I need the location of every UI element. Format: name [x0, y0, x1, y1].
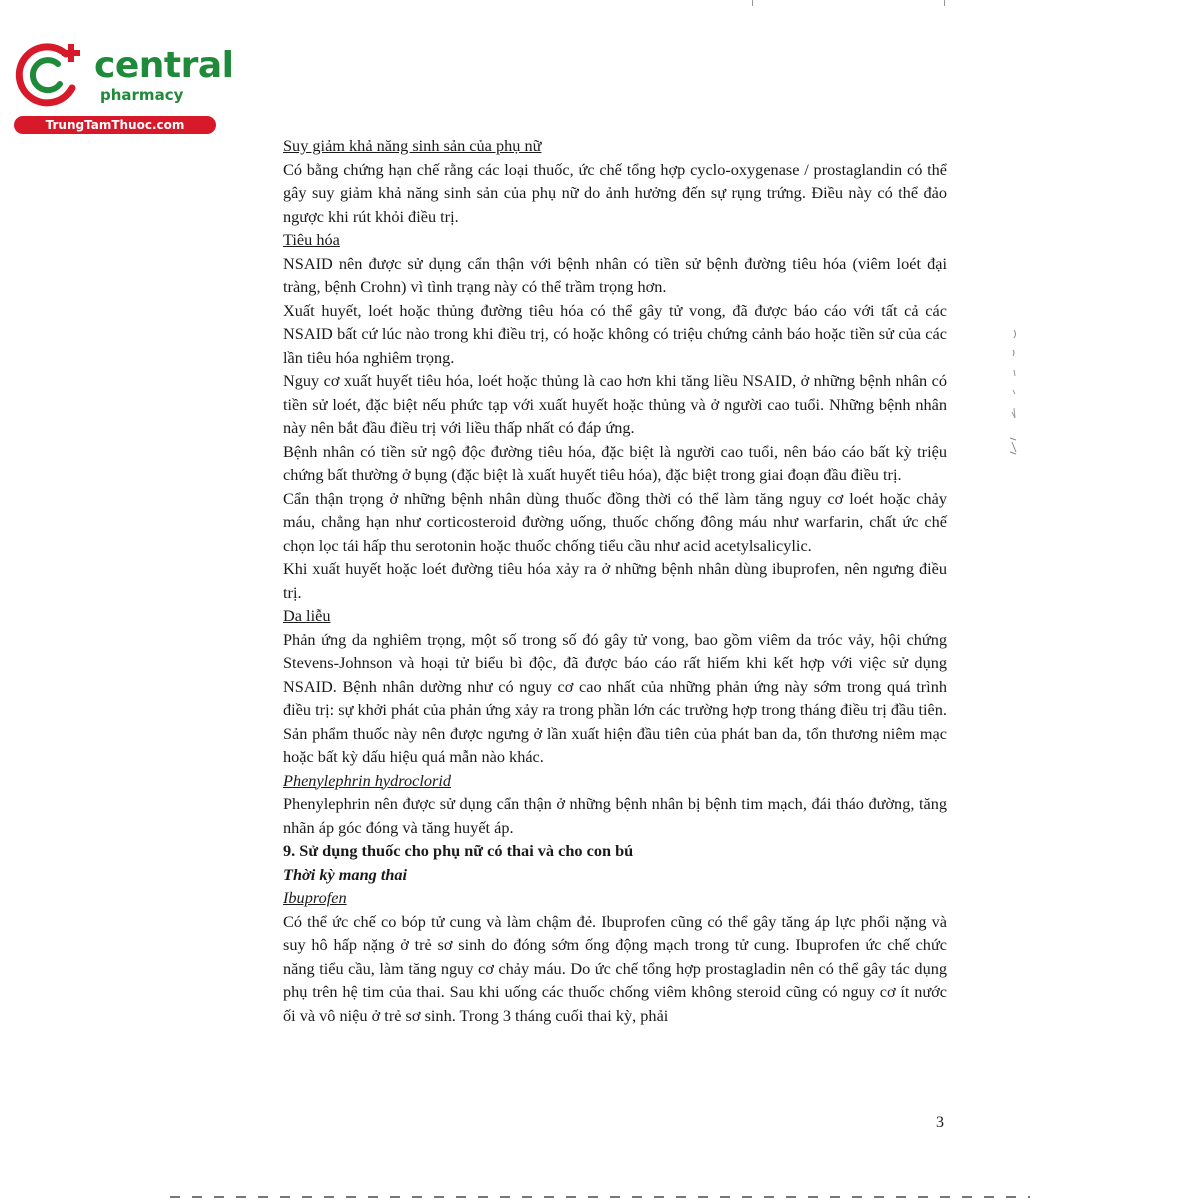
- paragraph: NSAID nên được sử dụng cẩn thận với bệnh nhân có tiền sử bệnh đường tiêu hóa (viêm loét đại tràng, bệnh Crohn) vì tình trạng này có thể trầm trọng hơn.: [283, 253, 947, 296]
- section-heading: Tiêu hóa: [283, 230, 340, 249]
- paragraph: Có thể ức chế co bóp tử cung và làm chậm đẻ. Ibuprofen cũng có thể gây tăng áp lực phổi nặng và suy hô hấp nặng ở trẻ sơ sinh do đóng sớm ống động mạch trong tử cung. Ibuprofen ức chế chức năng tiểu cầu, làm tăng nguy cơ chảy máu. Do ức chế tổng hợp prostagladin nên có thể gây tác dụng phụ trên hệ tim của thai. Sau khi uống các thuốc chống viêm không steroid cũng có nguy cơ ít nước ối và vô niệu ở trẻ sơ sinh. Trong 3 tháng cuối thai kỳ, phải: [283, 911, 947, 1025]
- scan-tick: [752, 0, 753, 6]
- scan-margin-marks: [1000, 320, 1030, 470]
- subsection-heading: Thời kỳ mang thai: [283, 864, 408, 884]
- brand-name: central: [94, 45, 234, 86]
- pharmacy-logo[interactable]: [8, 36, 234, 138]
- section-heading: Suy giảm khả năng sinh sản của phụ nữ: [283, 136, 542, 155]
- subsection-heading: Ibuprofen: [283, 888, 347, 907]
- section-heading: Da liễu: [283, 606, 331, 625]
- paragraph: Bệnh nhân có tiền sử ngộ độc đường tiêu hóa, đặc biệt là người cao tuổi, nên báo cáo bất kỳ triệu chứng bất thường ở bụng (đặc biệt là xuất huyết tiêu hóa), đặc biệt trong giai đoạn đầu điều trị.: [283, 441, 947, 484]
- pharmacy-logo-icon: [14, 40, 84, 110]
- scan-tick: [944, 0, 945, 6]
- paragraph: Cẩn thận trọng ở những bệnh nhân dùng thuốc đồng thời có thể làm tăng nguy cơ loét hoặc chảy máu, chẳng hạn như corticosteroid đường uống, thuốc chống đông máu như warfarin, chất ức chế chọn lọc tái hấp thu serotonin hoặc thuốc chống tiểu cầu như acid acetylsalicylic.: [283, 488, 947, 555]
- paragraph: Có bằng chứng hạn chế rằng các loại thuốc, ức chế tổng hợp cyclo-oxygenase / prostaglandin có thể gây suy giảm khả năng sinh sản của phụ nữ do ảnh hưởng đến sự rụng trứng. Điều này có thể đảo ngược khi rút khỏi điều trị.: [283, 159, 947, 226]
- brand-subtitle: pharmacy: [100, 86, 184, 104]
- paragraph: Phenylephrin nên được sử dụng cẩn thận ở những bệnh nhân bị bệnh tim mạch, đái tháo đường, tăng nhãn áp góc đóng và tăng huyết áp.: [283, 794, 947, 837]
- paragraph: Phản ứng da nghiêm trọng, một số trong số đó gây tử vong, bao gồm viêm da tróc vảy, hội chứng Stevens-Johnson và hoại tử biểu bì độc, đã được báo cáo rất hiếm khi kết hợp với việc sử dụng NSAID. Bệnh nhân dường như có nguy cơ cao nhất của những phản ứng này sớm trong quá trình điều trị: sự khởi phát của phản ứng xảy ra trong phần lớn các trường hợp trong tháng điều trị đầu tiên. Sản phẩm thuốc này nên được ngưng ở lần xuất hiện đầu tiên của phát ban da, tổn thương niêm mạc hoặc bất kỳ dấu hiệu quá mẫn nào khác.: [283, 629, 947, 766]
- numbered-section-heading: 9. Sử dụng thuốc cho phụ nữ có thai và cho con bú: [283, 841, 634, 860]
- paragraph: Xuất huyết, loét hoặc thủng đường tiêu hóa có thể gây tử vong, đã được báo cáo với tất cả các NSAID bất cứ lúc nào trong khi điều trị, có hoặc không có triệu chứng cảnh báo hoặc tiền sử của các lần tiêu hóa nghiêm trọng.: [283, 300, 947, 367]
- paragraph: Khi xuất huyết hoặc loét đường tiêu hóa xảy ra ở những bệnh nhân dùng ibuprofen, nên ngưng điều trị.: [283, 559, 947, 602]
- website-banner[interactable]: TrungTamThuoc.com: [14, 116, 216, 134]
- page-number: 3: [936, 1114, 944, 1131]
- paragraph: Nguy cơ xuất huyết tiêu hóa, loét hoặc thủng là cao hơn khi tăng liều NSAID, ở những bệnh nhân có tiền sử loét, đặc biệt nếu phức tạp với xuất huyết hoặc thủng và ở người cao tuổi. Những bệnh nhân này nên bắt đầu điều trị với liều thấp nhất có đáp ứng.: [283, 371, 947, 437]
- document-body: [283, 134, 947, 1027]
- subsection-heading: Phenylephrin hydroclorid: [283, 770, 452, 790]
- scan-bottom-edge: [170, 1190, 1030, 1200]
